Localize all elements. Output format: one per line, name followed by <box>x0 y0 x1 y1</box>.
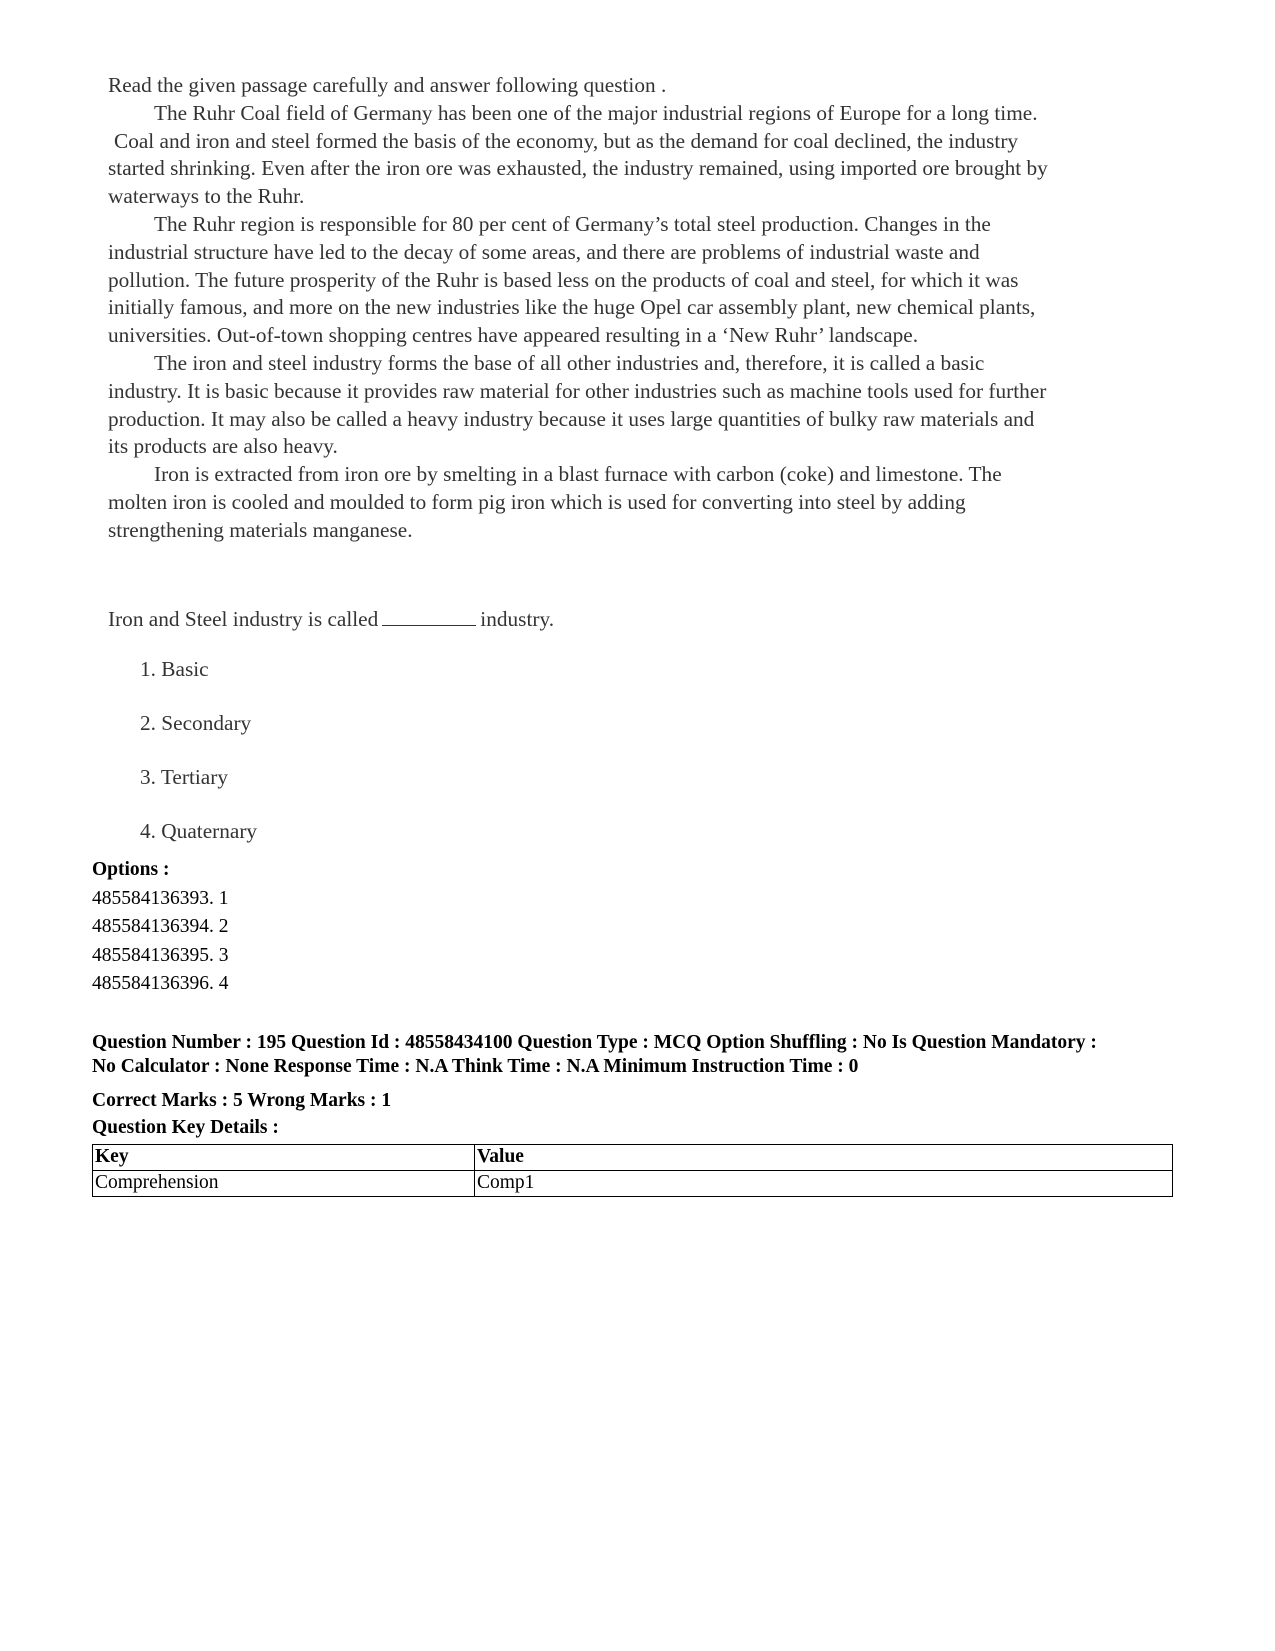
answer-choices <box>140 655 257 871</box>
options-label: Options : <box>92 859 170 880</box>
table-header-value: Value <box>475 1145 1173 1171</box>
passage-line: its products are also heavy. <box>108 434 338 459</box>
passage-line: strengthening materials manganese. <box>108 517 413 542</box>
passage-line: Iron is extracted from iron ore by smelting in a blast furnace with carbon (coke) and limestone. The <box>154 462 1002 487</box>
choice-item: 4. Quaternary <box>140 819 258 843</box>
option-id-row: 485584136394. 2 <box>92 916 229 937</box>
passage-image <box>108 72 1168 545</box>
passage-line: waterways to the Ruhr. <box>108 184 305 209</box>
option-id-row: 485584136395. 3 <box>92 944 229 966</box>
table-cell-key: Comprehension <box>93 1171 475 1197</box>
passage-line: The iron and steel industry forms the base of all other industries and, therefore, it is called a basic <box>154 350 985 375</box>
passage-line: initially famous, and more on the new industries like the huge Opel car assembly plant, new chemical plants, <box>108 295 1036 320</box>
option-id-row: 485584136396. 4 <box>92 973 229 994</box>
passage-line: started shrinking. Even after the iron ore was exhausted, the industry remained, using imported ore brought by <box>108 156 1048 181</box>
option-id-row: 485584136393. 1 <box>92 887 229 909</box>
passage-line: pollution. The future prosperity of the Ruhr is based less on the products of coal and steel, for which it was <box>108 267 1019 292</box>
question-info-line-2: No Calculator : None Response Time : N.A Think Time : N.A Minimum Instruction Time : 0 <box>92 1056 859 1077</box>
passage-line: Coal and iron and steel formed the basis of the economy, but as the demand for coal declined, the industry <box>114 128 1019 153</box>
choice-item: 1. Basic <box>140 657 209 681</box>
question-stem-after: industry. <box>480 607 555 631</box>
answer-blank <box>382 605 476 626</box>
passage-line: The Ruhr region is responsible for 80 per cent of Germany’s total steel production. Changes in the <box>154 211 991 236</box>
choice-item: 3. Tertiary <box>140 765 229 789</box>
passage-line: molten iron is cooled and moulded to form pig iron which is used for converting into steel by adding <box>108 489 966 514</box>
passage-line: The Ruhr Coal field of Germany has been one of the major industrial regions of Europe for a long time. <box>154 100 1038 125</box>
passage-line: production. It may also be called a heavy industry because it uses large quantities of bulky raw materials and <box>108 406 1035 431</box>
table-header-key: Key <box>93 1145 475 1171</box>
marks-line: Correct Marks : 5 Wrong Marks : 1 <box>92 1090 392 1111</box>
passage-line: industry. It is basic because it provides raw material for other industries such as machine tools used for further <box>108 378 1047 403</box>
question-info <box>92 1031 1097 1079</box>
options-block <box>92 856 229 999</box>
passage-line: industrial structure have led to the decay of some areas, and there are problems of industrial waste and <box>108 239 980 264</box>
question-info-line-1: Question Number : 195 Question Id : 48558434100 Question Type : MCQ Option Shuffling : No Is Question Mandatory : <box>92 1032 1097 1053</box>
key-details-table <box>92 1144 1173 1197</box>
table-header-row <box>93 1145 1173 1171</box>
question-stem <box>108 605 554 633</box>
choice-item: 2. Secondary <box>140 711 252 735</box>
question-stem-before: Iron and Steel industry is called <box>108 607 379 631</box>
table-row <box>93 1171 1173 1197</box>
passage-instruction: Read the given passage carefully and answer following question . <box>108 73 667 97</box>
key-details-label: Question Key Details : <box>92 1117 279 1138</box>
table-cell-value: Comp1 <box>475 1171 1173 1197</box>
passage-line: universities. Out-of-town shopping centres have appeared resulting in a ‘New Ruhr’ landscape. <box>108 323 919 348</box>
